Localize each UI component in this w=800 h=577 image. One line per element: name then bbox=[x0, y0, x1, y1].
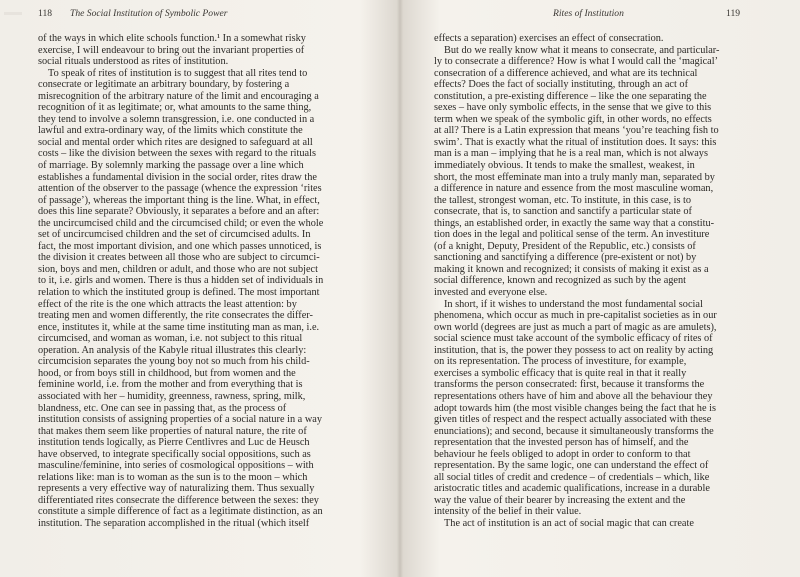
text-line: representation. By the same logic, one can understand the effect of bbox=[434, 460, 709, 472]
text-line: intensity of the belief in their value. bbox=[434, 506, 582, 518]
text-line: immediately obvious. It tends to make the smallest, weakest, in bbox=[434, 160, 695, 172]
text-line: the tallest, strongest woman, etc. To institute, in this case, is to bbox=[434, 194, 692, 206]
text-line: consecrate, that is, to sanction and sanctify a particular state of bbox=[434, 206, 692, 218]
text-line: short, the most effeminate man into a truly manly man, separated by bbox=[434, 171, 715, 183]
text-line: effects a separation) exercises an effect of consecration. bbox=[434, 33, 664, 44]
text-line: institution tends logically, as Pierre Centlivres and Luc de Heusch bbox=[38, 437, 310, 449]
text-line: the uncircumcised child and the circumcised child; or even the whole bbox=[38, 217, 324, 229]
text-line: ly to consecrate a difference? How is what I would call the ‘magical’ bbox=[434, 56, 718, 68]
text-line: social and mental order which rites are designed to safeguard at all bbox=[38, 136, 313, 148]
text-line: institution. The separation accomplished in the ritual (which itself bbox=[38, 517, 310, 529]
text-line: swim’. That is exactly what the ritual of institution does. It says: this bbox=[434, 136, 717, 148]
text-line: fact, the most important division, and one which passes unnoticed, is bbox=[38, 240, 322, 252]
text-line: social science must take account of the symbolic efficacy of rites of bbox=[434, 333, 713, 345]
text-line: that makes them seem like properties of natural nature, the rite of bbox=[38, 425, 307, 437]
text-line: lawful and extra-ordinary way, of the limits which constitute the bbox=[38, 125, 303, 137]
text-line: of the ways in which elite schools function.¹ In a somewhat risky bbox=[38, 33, 306, 44]
text-line: ence, institutes it, while at the same time instituting man as man, i.e. bbox=[38, 321, 320, 333]
text-line: blandness, etc. One can see in passing that, as the process of bbox=[38, 402, 287, 414]
right-running-title: Rites of Institution bbox=[553, 8, 624, 19]
text-line: a difference in nature and essence from the most masculine woman, bbox=[434, 183, 714, 195]
left-page-body bbox=[38, 33, 372, 530]
text-line: institution, that is, the power they possess to act on reality by acting bbox=[434, 344, 714, 356]
text-line: associated with her – humidity, greenness, rawness, spring, milk, bbox=[38, 390, 306, 402]
text-line: social difference, known and recognized as such by the agent bbox=[434, 275, 686, 287]
text-line: sanctioning and sanctifying a difference (pre-existent or not) by bbox=[434, 252, 697, 264]
text-line: hood, or from boys still in childhood, but from women and the bbox=[38, 367, 296, 379]
text-line: differentiated rites consecrate the difference between the sexes: they bbox=[38, 494, 319, 506]
text-line: to it, i.e. girls and women. There is thus a hidden set of individuals in bbox=[38, 275, 324, 287]
text-line: sion, boys and men, children or adult, and those who are not subject bbox=[38, 263, 318, 275]
text-line: (of a knight, Deputy, President of the Republic, etc.) consists of bbox=[434, 240, 696, 252]
text-line: effect of the rite is the one which attracts the least attention: by bbox=[38, 298, 297, 310]
text-line: representation that the invested person has of himself, and the bbox=[434, 437, 689, 449]
text-line: masculine/feminine, into series of cosmological oppositions – with bbox=[38, 460, 314, 472]
text-line: The act of institution is an act of social magic that can create bbox=[444, 517, 694, 529]
text-line: transforms the person consecrated: first, because it transforms the bbox=[434, 379, 705, 391]
text-line: misrecognition of the arbitrary nature of the limit and encouraging a bbox=[38, 90, 319, 102]
text-line: adopt towards him (the most visible changes being the fact that he is bbox=[434, 402, 716, 414]
text-line: exercise, I will endeavour to bring out the invariant properties of bbox=[38, 44, 305, 56]
text-line: representations others have of him and above all the behaviour they bbox=[434, 390, 713, 402]
text-line: they tend to involve a solemn transgression, i.e. one conducted in a bbox=[38, 113, 315, 125]
text-line: establishes a fundamental division in the social order, rites draw the bbox=[38, 171, 317, 183]
text-line: all social titles of credit and credence – of credentials – which, like bbox=[434, 471, 710, 483]
text-line: own world (degrees are just as much a part of magic as are amulets), bbox=[434, 321, 717, 333]
text-line: constitution, a pre-existing difference – like the one separating the bbox=[434, 90, 707, 102]
text-line: feminine world, i.e. from the mother and from everything that is bbox=[38, 379, 303, 391]
text-line: treating men and women differently, the rite consecrates the differ- bbox=[38, 310, 313, 322]
text-line: tion does in the legal and political sense of the term. An investiture bbox=[434, 229, 710, 241]
text-line: the division it creates between all those who are subject to circumci- bbox=[38, 252, 320, 264]
text-line: invested and everyone else. bbox=[434, 287, 548, 299]
text-line: on its representation. The process of investiture, for example, bbox=[434, 356, 687, 368]
text-line: of marriage. By solemnly marking the passage over a line which bbox=[38, 160, 304, 172]
text-line: things, an established order, in exactly the same way that a constitu- bbox=[434, 217, 715, 229]
text-line: circumcised, and woman as woman, i.e. not subject to this ritual bbox=[38, 333, 303, 345]
text-line: have observed, to integrate specifically social oppositions, such as bbox=[38, 448, 311, 460]
right-page bbox=[400, 0, 800, 577]
text-line: does this line separate? Obviously, it separates a before and an after: bbox=[38, 206, 320, 218]
text-line: exercises a symbolic efficacy that is quite real in that it really bbox=[434, 367, 687, 379]
text-line: at all? There is a Latin expression that means ‘you’re teaching fish to bbox=[434, 125, 719, 137]
text-line: consecration of a difference achieved, and what are its technical bbox=[434, 67, 698, 79]
right-page-body bbox=[434, 33, 768, 530]
text-line: But do we really know what it means to consecrate, and particular- bbox=[444, 44, 720, 56]
text-line: constitute a simple difference of fact as a legitimate distinction, as an bbox=[38, 506, 323, 518]
text-line: circumcision separates the young boy not so much from his child- bbox=[38, 356, 310, 368]
text-line: consecrate or legitimate an arbitrary boundary, by fostering a bbox=[38, 79, 290, 91]
text-line: phenomena, which occur as much in pre-capitalist societies as in our bbox=[434, 310, 717, 322]
text-line: effects? Does the fact of socially instituting, through an act of bbox=[434, 79, 689, 91]
text-line: aristocratic titles and academic qualifications, increase in a durable bbox=[434, 483, 710, 495]
text-line: of passage’), whereas the important thing is the line. What, in effect, bbox=[38, 194, 320, 206]
text-line: enunciations); and second, because it simultaneously transforms the bbox=[434, 425, 714, 437]
text-line: In short, if it wishes to understand the most fundamental social bbox=[444, 298, 703, 310]
text-line: institution consists of assigning properties of a social nature in a way bbox=[38, 414, 322, 426]
text-line: set of uncircumcised children and the set of circumcised adults. In bbox=[38, 229, 311, 241]
text-line: sexes – have only symbolic effects, in the sense that we give to this bbox=[434, 102, 712, 114]
text-line: man is a man – implying that he is a real man, which is not always bbox=[434, 148, 708, 160]
text-line: To speak of rites of institution is to suggest that all rites tend to bbox=[48, 67, 308, 79]
text-line: relations like: man is to woman as the sun is to the moon – which bbox=[38, 471, 308, 483]
text-line: relation to which the instituted group is defined. The most important bbox=[38, 287, 320, 299]
text-line: represents a very effective way of naturalizing them. Thus sexually bbox=[38, 483, 315, 495]
text-line: attention of the observer to the passage (whence the expression ‘rites bbox=[38, 183, 322, 195]
text-line: operation. An analysis of the Kabyle ritual illustrates this clearly: bbox=[38, 344, 307, 356]
text-line: costs – like the division between the sexes with regard to the rituals bbox=[38, 148, 316, 160]
left-running-title: The Social Institution of Symbolic Power bbox=[70, 8, 228, 19]
text-line: recognition of it as legitimate; or, what amounts to the same thing, bbox=[38, 102, 312, 114]
text-line: social rituals understood as rites of institution. bbox=[38, 56, 229, 68]
text-line: behaviour he feels obliged to adopt in order to conform to that bbox=[434, 448, 691, 460]
right-page-number: 119 bbox=[726, 8, 741, 19]
left-page-number: 118 bbox=[38, 8, 53, 19]
text-line: given titles of respect and the respect actually associated with these bbox=[434, 414, 712, 426]
text-line: way the value of their bearer by increasing the extent and the bbox=[434, 494, 686, 506]
text-line: term when we speak of the symbolic gift, in other words, no effects bbox=[434, 113, 712, 125]
text-line: making it known and recognized; it consists of making it exist as a bbox=[434, 263, 709, 275]
